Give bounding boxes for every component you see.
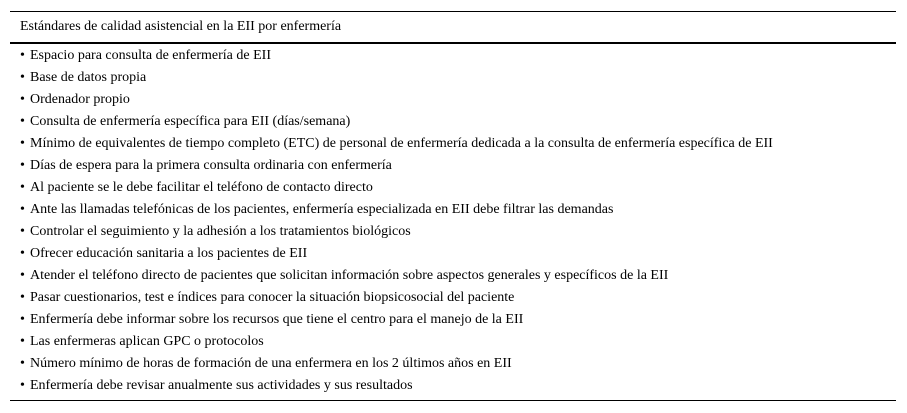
- list-item-text: Ordenador propio: [30, 92, 130, 107]
- standards-table: [10, 11, 896, 401]
- list-item: [10, 331, 896, 353]
- list-item-text: Consulta de enfermería específica para EII (días/semana): [30, 114, 351, 129]
- list-item: [10, 265, 896, 287]
- bullet-icon: •: [20, 136, 25, 151]
- standards-list: [10, 44, 896, 397]
- list-item-text: Enfermería debe revisar anualmente sus actividades y sus resultados: [30, 378, 413, 393]
- list-item-text: Las enfermeras aplican GPC o protocolos: [30, 334, 264, 349]
- bullet-icon: •: [20, 48, 25, 63]
- list-item-text: Atender el teléfono directo de pacientes que solicitan información sobre aspectos generales y específicos de la EII: [30, 268, 669, 283]
- list-item: [10, 177, 896, 199]
- list-item: [10, 89, 896, 111]
- list-item: [10, 221, 896, 243]
- table-bottom-rule: [10, 400, 896, 401]
- bullet-icon: •: [20, 356, 25, 371]
- bullet-icon: •: [20, 224, 25, 239]
- list-item-text: Ante las llamadas telefónicas de los pacientes, enfermería especializada en EII debe filtrar las demandas: [30, 202, 614, 217]
- list-item: [10, 67, 896, 89]
- list-item-text: Enfermería debe informar sobre los recursos que tiene el centro para el manejo de la EII: [30, 312, 524, 327]
- list-item-text: Espacio para consulta de enfermería de EII: [30, 48, 271, 63]
- bullet-icon: •: [20, 334, 25, 349]
- list-item: [10, 155, 896, 177]
- list-item: [10, 243, 896, 265]
- list-item: [10, 287, 896, 309]
- list-item-text: Ofrecer educación sanitaria a los pacientes de EII: [30, 246, 308, 261]
- list-item-text: Días de espera para la primera consulta ordinaria con enfermería: [30, 158, 392, 173]
- bullet-icon: •: [20, 70, 25, 85]
- bullet-icon: •: [20, 202, 25, 217]
- list-item-text: Al paciente se le debe facilitar el teléfono de contacto directo: [30, 180, 373, 195]
- list-item-text: Mínimo de equivalentes de tiempo completo (ETC) de personal de enfermería dedicada a la consulta de enfermería específica de EII: [30, 136, 773, 151]
- bullet-icon: •: [20, 92, 25, 107]
- bullet-icon: •: [20, 378, 25, 393]
- table-header: Estándares de calidad asistencial en la EII por enfermería: [20, 19, 342, 34]
- list-item: [10, 353, 896, 375]
- bullet-icon: •: [20, 158, 25, 173]
- list-item-text: Controlar el seguimiento y la adhesión a los tratamientos biológicos: [30, 224, 411, 239]
- list-item: [10, 133, 896, 155]
- list-item: [10, 375, 896, 397]
- list-item-text: Número mínimo de horas de formación de una enfermera en los 2 últimos años en EII: [30, 356, 512, 371]
- list-item: [10, 309, 896, 331]
- bullet-icon: •: [20, 114, 25, 129]
- list-item-text: Base de datos propia: [30, 70, 147, 85]
- list-item: [10, 199, 896, 221]
- bullet-icon: •: [20, 312, 25, 327]
- bullet-icon: •: [20, 246, 25, 261]
- list-item: [10, 111, 896, 133]
- list-item: [10, 45, 896, 67]
- bullet-icon: •: [20, 290, 25, 305]
- bullet-icon: •: [20, 180, 25, 195]
- list-item-text: Pasar cuestionarios, test e índices para conocer la situación biopsicosocial del paciente: [30, 290, 515, 305]
- bullet-icon: •: [20, 268, 25, 283]
